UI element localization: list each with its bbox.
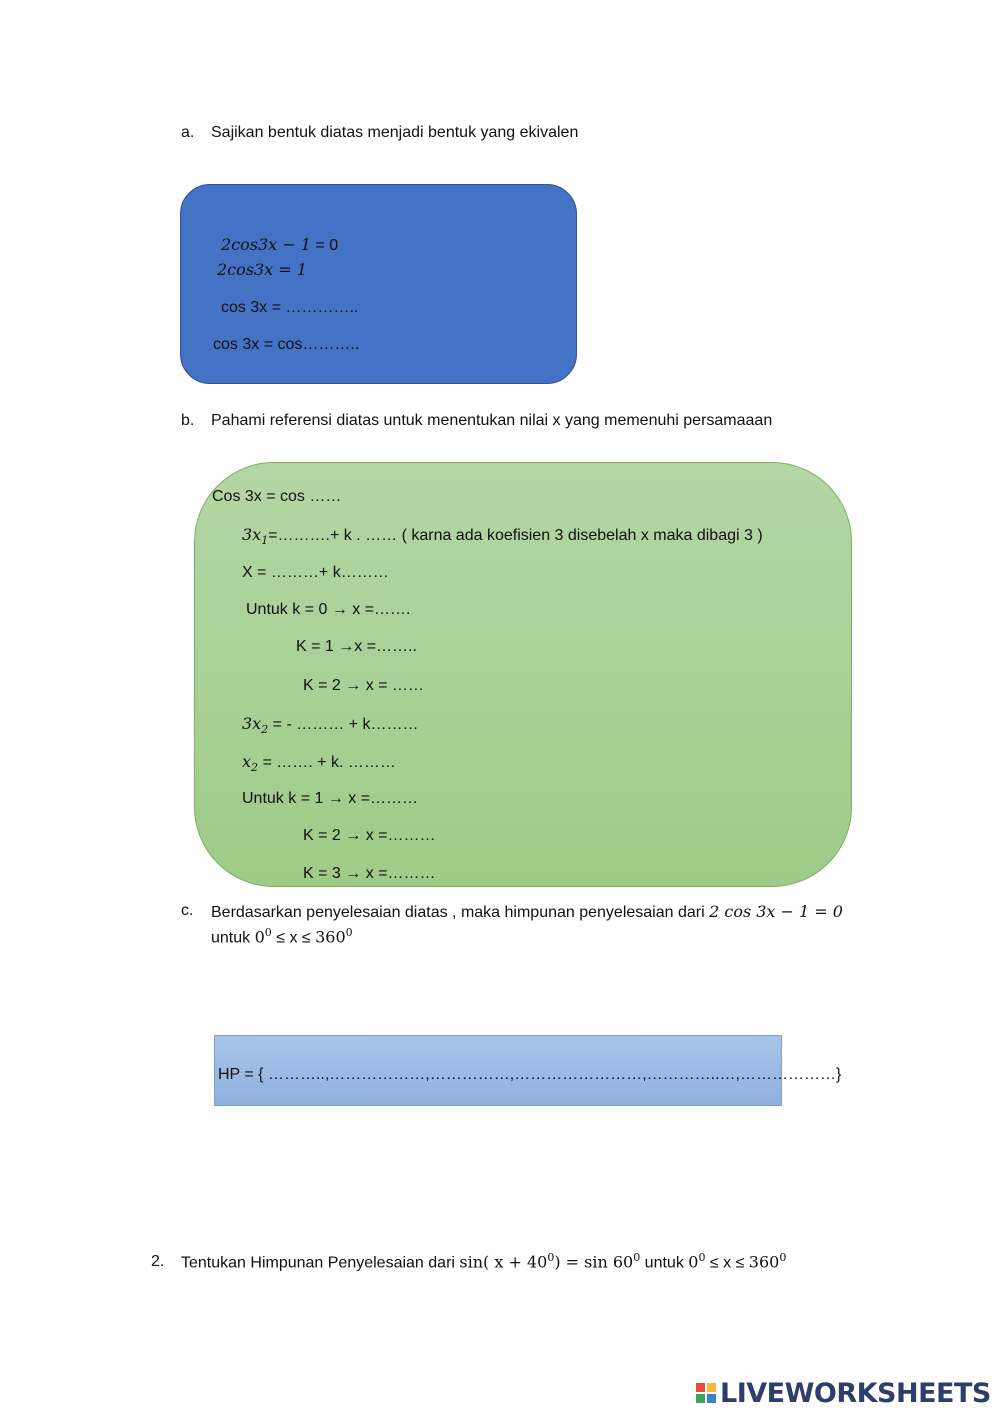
equation-box-a	[180, 184, 577, 384]
box-b-line-3: X = ………+ k………	[242, 564, 389, 581]
box-b-l2-rest: =……….+ k . …… ( karna ada koefisien 3 disebelah x maka dibagi 3 )	[268, 527, 763, 544]
item-c-text: Berdasarkan penyelesaian diatas , maka himpunan penyelesaian dari	[211, 904, 710, 921]
box-b-l2-math: 3x	[242, 525, 262, 544]
box-b-line-2	[242, 525, 763, 547]
box-b-l8-math: x	[242, 752, 252, 771]
box-a-eq1-rest: = 0	[310, 237, 339, 254]
box-a-line-1	[221, 235, 338, 255]
item-2-lower: 0	[688, 1252, 699, 1272]
box-b-l8-sub: 2	[251, 761, 259, 775]
box-b-l8-rest: = ……. + k. ………	[258, 754, 396, 771]
item-b-label: b.	[181, 412, 195, 429]
item-2-untuk: untuk	[640, 1254, 689, 1272]
item-2-eq-pre: sin( x + 40	[459, 1252, 548, 1272]
item-c-text-line-1	[211, 902, 843, 922]
item-a-text: Sajikan bentuk diatas menjadi bentuk yang ekivalen	[211, 124, 579, 141]
item-c-range-mid: ≤ x ≤	[271, 929, 316, 947]
item-c-text-line-2	[211, 926, 353, 947]
solution-steps-box-b	[194, 462, 852, 887]
box-b-line-8	[242, 752, 396, 774]
item-c-lower-deg: 0	[264, 926, 272, 939]
liveworksheets-logo-icon	[696, 1383, 716, 1403]
box-a-line-4: cos 3x = cos………..	[213, 336, 360, 353]
item-2-label: 2.	[151, 1253, 165, 1270]
item-c-upper: 360	[315, 927, 346, 947]
item-c-untuk: untuk	[211, 929, 255, 947]
item-2-eq-deg1: 0	[547, 1251, 555, 1264]
box-b-line-4: Untuk k = 0 → x =…….	[246, 601, 411, 618]
item-2-upper: 360	[748, 1252, 780, 1272]
liveworksheets-wordmark: LIVEWORKSHEETS	[720, 1377, 991, 1409]
item-2-range-mid: ≤ x ≤	[705, 1254, 749, 1272]
box-b-l7-rest: = - ……… + k………	[268, 716, 419, 733]
item-2-question: Tentukan Himpunan Penyelesaian dari	[181, 1254, 460, 1272]
item-c-lower: 0	[254, 927, 265, 947]
item-2-eq-deg2: 0	[633, 1251, 641, 1264]
item-c-label: c.	[181, 902, 194, 919]
item-c-upper-deg: 0	[345, 926, 353, 939]
box-b-line-7	[242, 714, 418, 736]
item-2-text	[181, 1251, 786, 1272]
liveworksheets-logo	[696, 1378, 991, 1408]
logo-square-2	[707, 1383, 716, 1392]
answer-box-hp[interactable]	[214, 1035, 842, 1106]
box-b-line-9: Untuk k = 1 → x =………	[242, 790, 419, 807]
box-b-line-11: K = 3 → x =………	[303, 865, 436, 882]
box-b-line-6: K = 2 → x = ……	[303, 677, 424, 694]
box-a-eq1-math: 2cos3x − 1	[221, 235, 311, 254]
hp-answer-text: HP = { ………..,………………,……………,……………………,…………..…,………………}	[218, 1066, 842, 1083]
box-b-l2-sub: 1	[261, 534, 269, 548]
box-a-line-2: 2cos3x = 1	[217, 260, 307, 279]
box-b-line-1: Cos 3x = cos ……	[212, 488, 342, 505]
box-b-line-5: K = 1 →x =……..	[296, 638, 417, 655]
item-2-lower-deg: 0	[698, 1251, 706, 1264]
item-b-text: Pahami referensi diatas untuk menentukan nilai x yang memenuhi persamaaan	[211, 412, 773, 429]
item-2-eq-mid: ) = sin 60	[554, 1252, 634, 1272]
item-2-upper-deg: 0	[779, 1251, 787, 1264]
item-c-equation: 2 cos 3x − 1 = 0	[709, 902, 843, 921]
logo-square-1	[696, 1383, 705, 1392]
box-b-l7-math: 3x	[242, 714, 262, 733]
box-b-l7-sub: 2	[261, 723, 269, 737]
box-b-line-10: K = 2 → x =………	[303, 827, 436, 844]
logo-square-3	[696, 1394, 705, 1403]
logo-square-4	[707, 1394, 716, 1403]
item-a-label: a.	[181, 124, 195, 141]
box-a-line-3: cos 3x = …………..	[221, 299, 359, 316]
